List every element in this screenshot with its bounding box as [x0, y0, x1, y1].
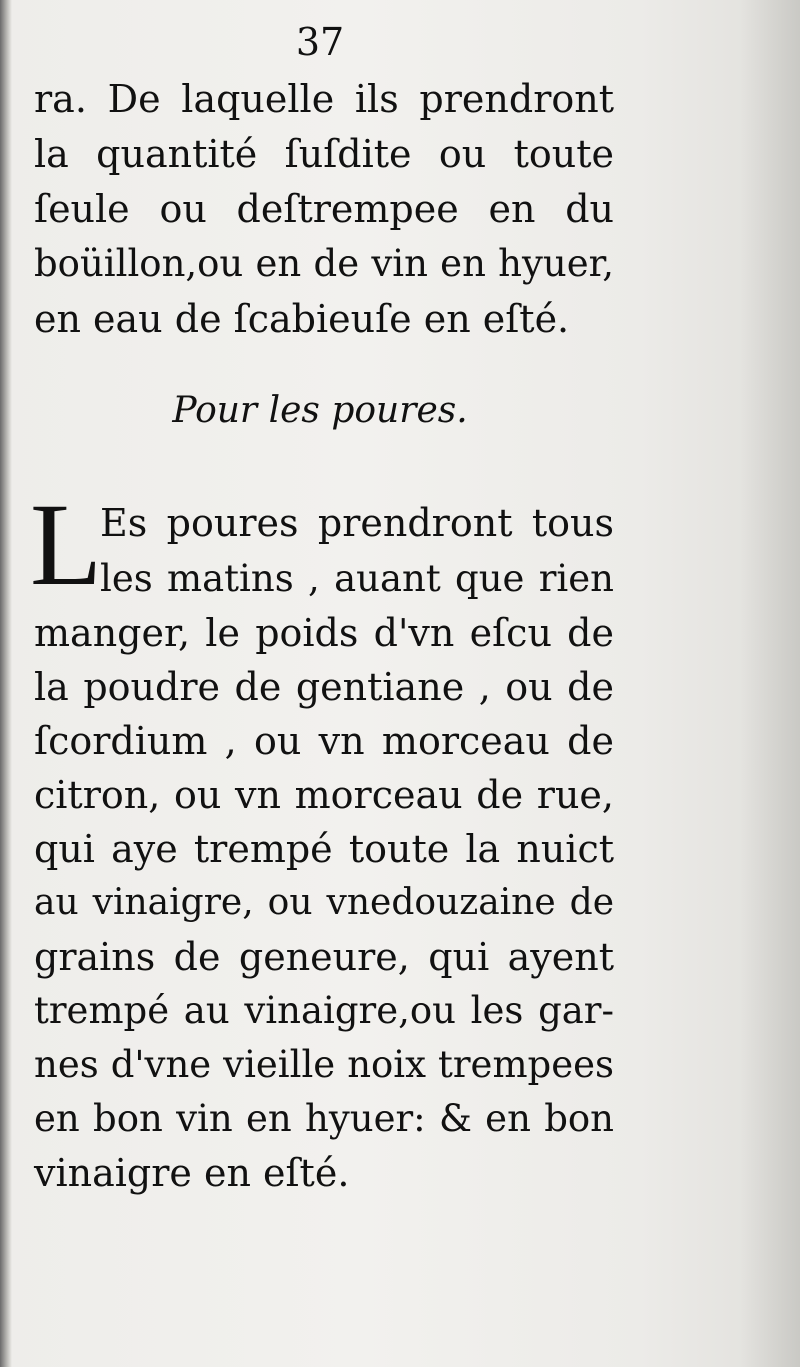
section-line-1: Es poures prendront tous — [100, 501, 614, 545]
continuation-line-2: la quantité ſuſdite ou toute — [34, 132, 614, 176]
section-line-13: vinaigre en eſté. — [34, 1151, 350, 1195]
section-line-5: ſcordium , ou vn morceau de — [34, 719, 614, 763]
drop-cap-initial: L — [30, 479, 103, 610]
section-line-9: grains de geneure, qui ayent — [34, 935, 614, 979]
section-line-11: nes d'vne vieille noix trempees — [34, 1043, 614, 1086]
section-heading: Pour les poures. — [172, 390, 468, 431]
section-line-3: manger, le poids d'vn eſcu de — [34, 611, 614, 655]
section-line-12: en bon vin en hyuer: & en bon — [34, 1097, 614, 1140]
page-number: 37 — [295, 20, 345, 64]
page-gutter — [0, 0, 12, 1367]
continuation-line-1: ra. De laquelle ils prendront — [34, 77, 614, 121]
section-line-8: au vinaigre, ou vnedouzaine de — [34, 882, 614, 923]
continuation-line-4: boüillon,ou en de vin en hyuer, — [34, 242, 614, 285]
continuation-line-5: en eau de ſcabieuſe en eſté. — [34, 297, 570, 341]
page-edge-shadow — [740, 0, 800, 1367]
section-line-6: citron, ou vn morceau de rue, — [34, 773, 614, 817]
section-line-4: la poudre de gentiane , ou de — [34, 665, 614, 709]
section-line-10: trempé au vinaigre,ou les gar- — [34, 989, 614, 1032]
continuation-line-3: ſeule ou deſtrempee en du — [34, 187, 614, 231]
section-line-7: qui aye trempé toute la nuict — [34, 827, 614, 871]
section-line-2: les matins , auant que rien — [100, 557, 614, 600]
